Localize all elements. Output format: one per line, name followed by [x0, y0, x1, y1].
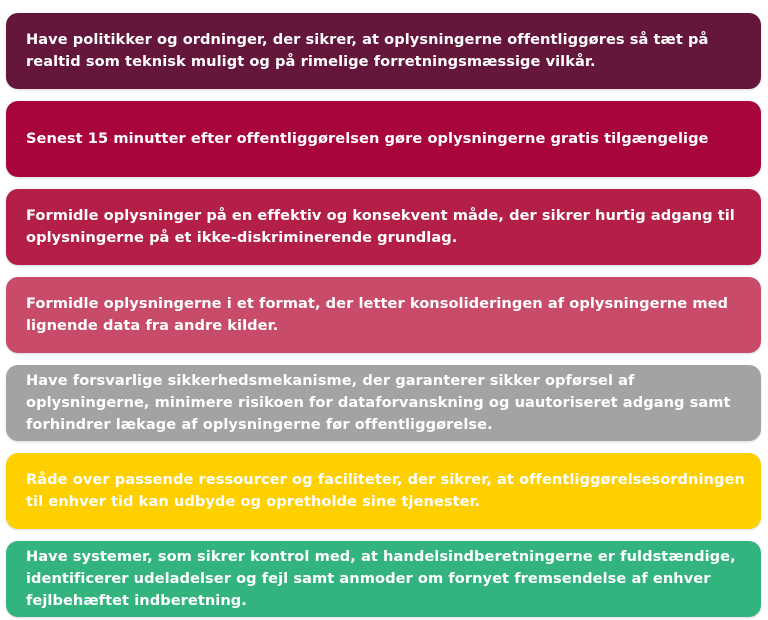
requirement-box-2 — [6, 101, 761, 177]
requirement-text-3: Formidle oplysninger på en effektiv og konsekvent måde, der sikrer hurtig adgang til oplysningerne på et ikke-diskriminerende grundlag. — [26, 207, 735, 246]
requirement-box-3 — [6, 189, 761, 265]
requirement-box-1 — [6, 13, 761, 89]
requirement-box-6 — [6, 453, 761, 529]
requirement-text-2: Senest 15 minutter efter offentliggørelsen gøre oplysningerne gratis tilgængelige — [26, 130, 709, 147]
requirement-text-6: Råde over passende ressourcer og faciliteter, der sikrer, at offentliggørelsesordningen til enhver tid kan udbyde og opretholde sine tjenester. — [26, 471, 745, 510]
requirement-text-5: Have forsvarlige sikkerhedsmekanisme, der garanterer sikker opførsel af oplysningerne, minimere risikoen for dataforvanskning og uautoriseret adgang samt forhindrer lækage af oplysningerne før offentliggørelse. — [26, 372, 731, 433]
requirement-box-7 — [6, 541, 761, 617]
requirement-box-5 — [6, 365, 761, 441]
requirement-text-4: Formidle oplysningerne i et format, der letter konsolideringen af oplysningerne med lignende data fra andre kilder. — [26, 295, 729, 334]
requirement-text-1: Have politikker og ordninger, der sikrer, at oplysningerne offentliggøres så tæt på realtid som teknisk muligt og på rimelige forretningsmæssige vilkår. — [26, 31, 709, 70]
requirement-box-4 — [6, 277, 761, 353]
requirement-text-7: Have systemer, som sikrer kontrol med, at handelsindberetningerne er fuldstændige, identificerer udeladelser og fejl samt anmoder om fornyet fremsendelse af enhver fejlbehæftet indberetning. — [26, 548, 736, 609]
